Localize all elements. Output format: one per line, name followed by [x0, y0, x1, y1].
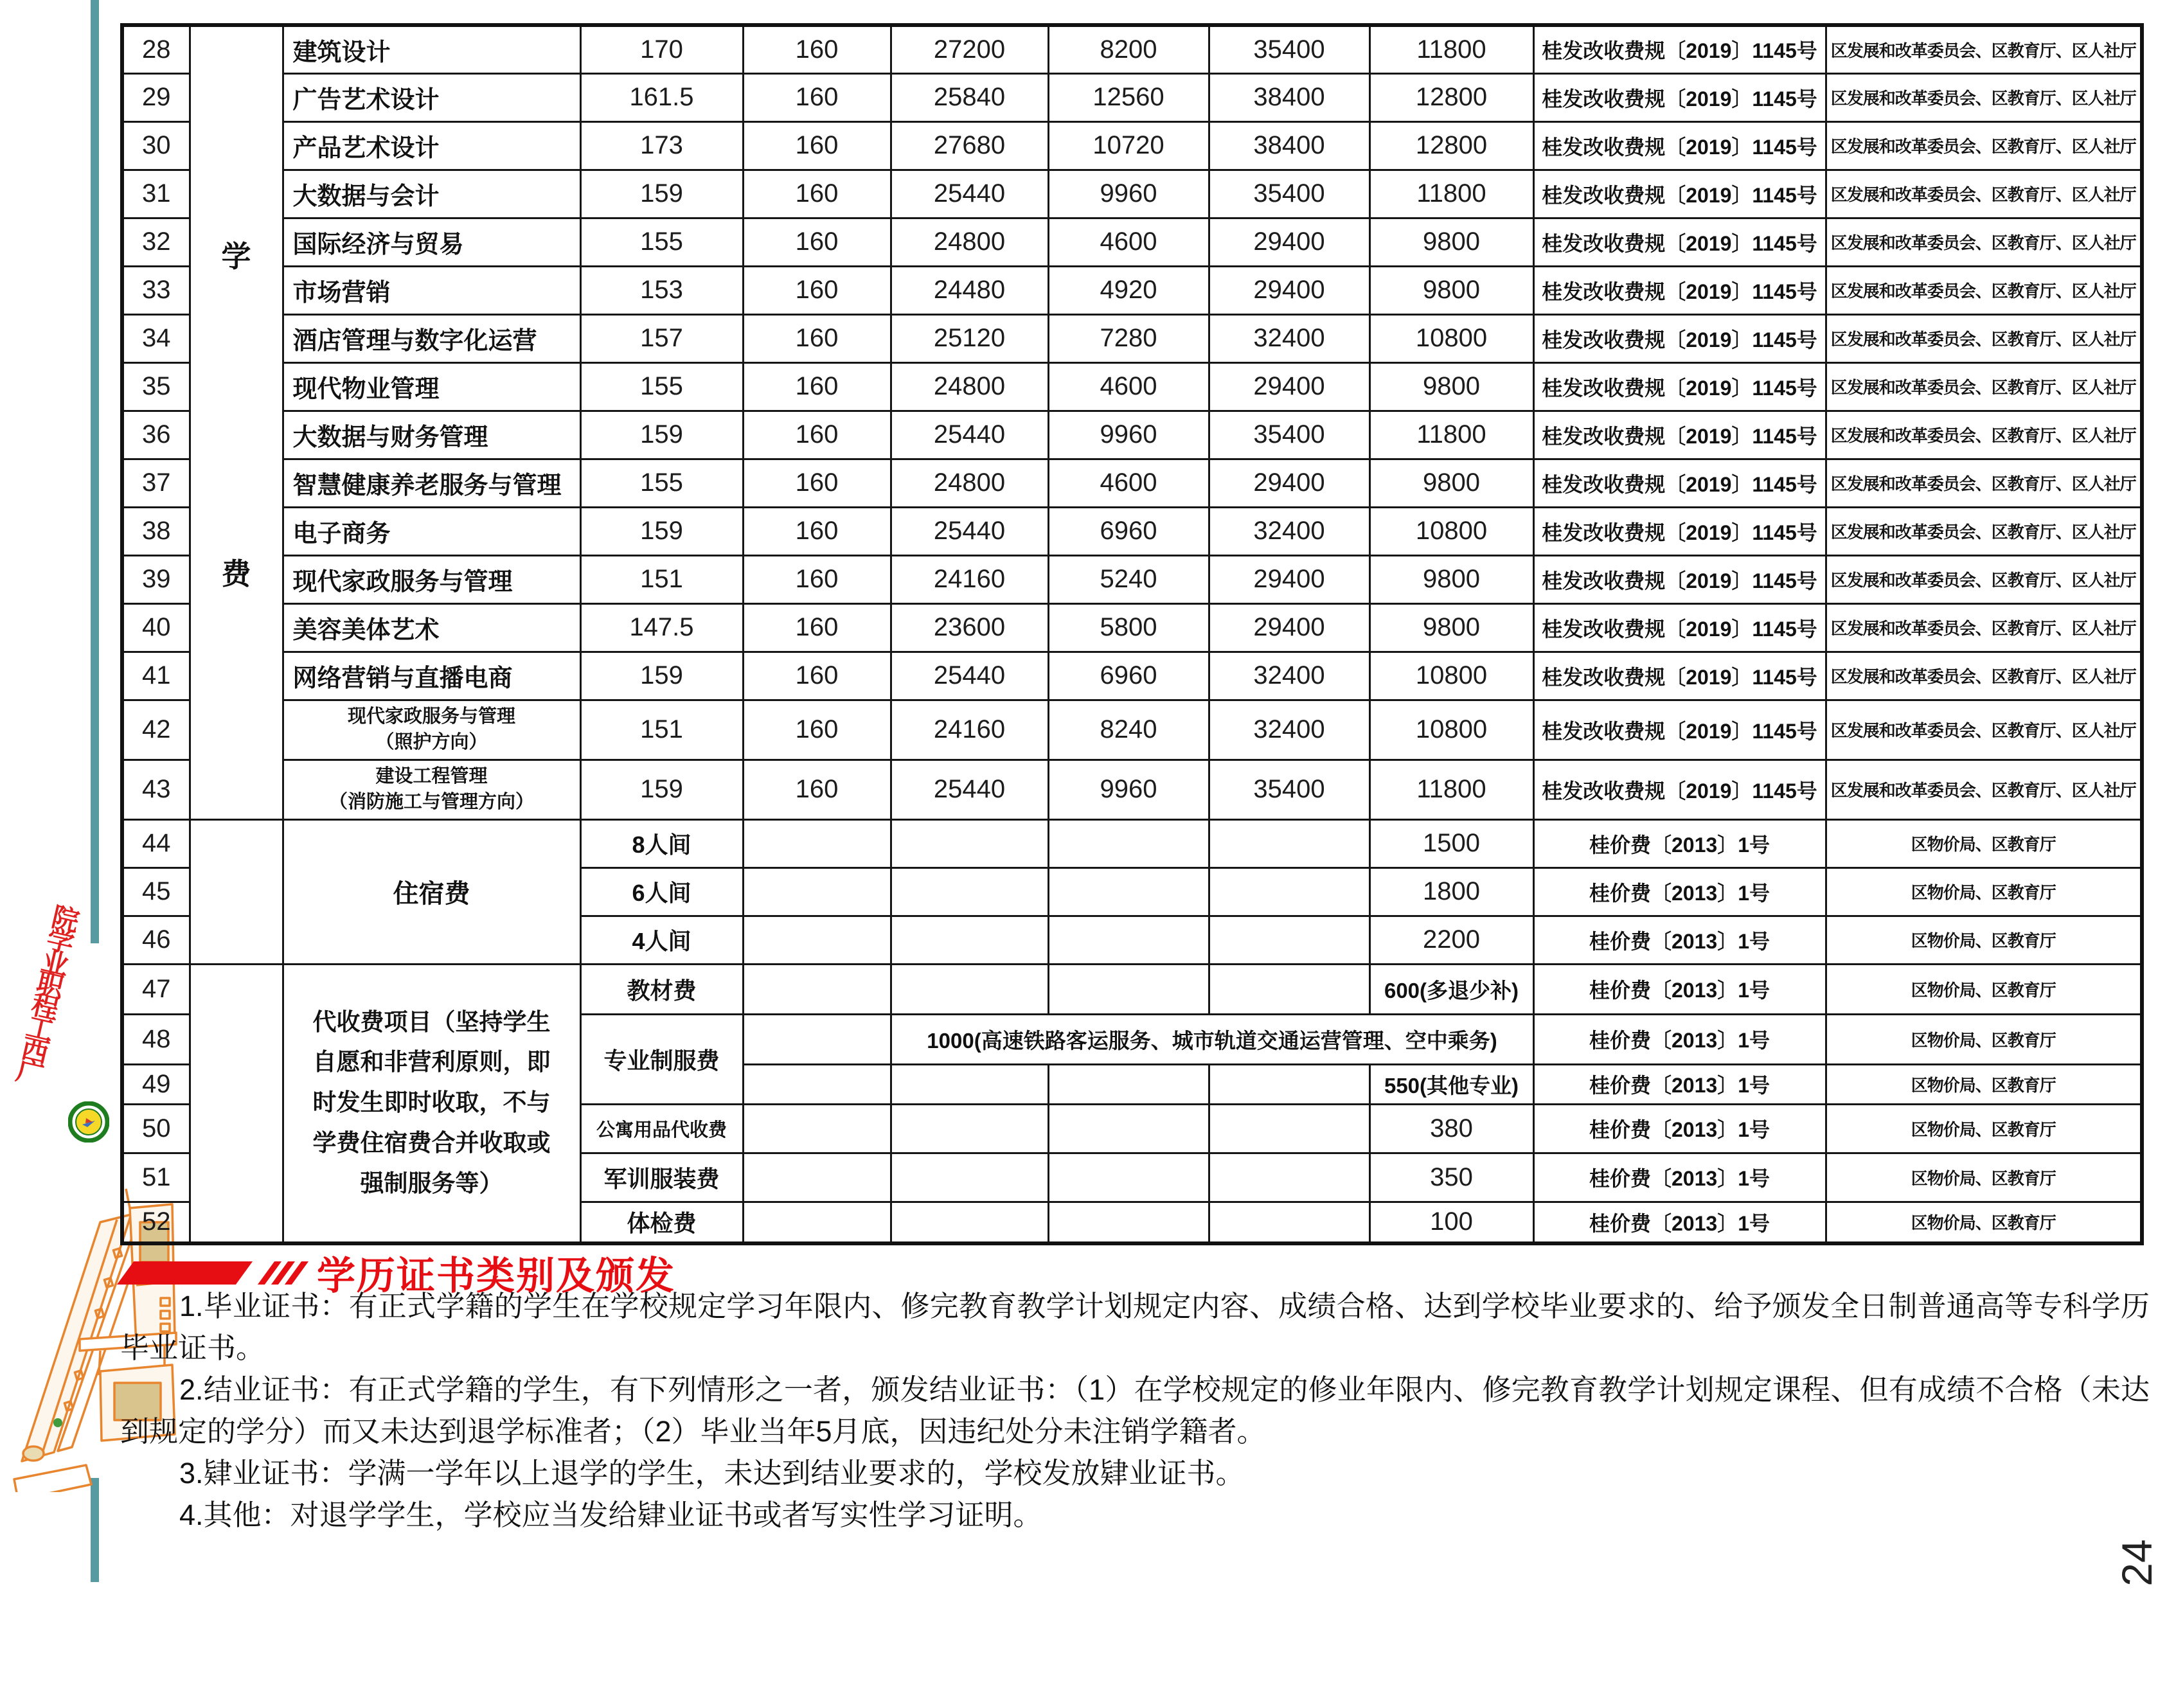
- empty-cell: [743, 1153, 891, 1202]
- doc-number-cell: 桂发改收费规〔2019〕1145号: [1533, 314, 1826, 362]
- fee-value-cell: 10800: [1369, 700, 1533, 760]
- approval-cell: 区物价局、区教育厅: [1826, 1014, 2142, 1064]
- fee-value-cell: 10800: [1369, 652, 1533, 700]
- empty-cell: [1048, 1104, 1209, 1153]
- doc-number-cell: 桂发改收费规〔2019〕1145号: [1533, 170, 1826, 218]
- fee-value-cell: 157: [580, 314, 743, 362]
- doc-number-cell: 桂价费〔2013〕1号: [1533, 867, 1826, 916]
- approval-cell: 区发展和改革委员会、区教育厅、区人社厅: [1826, 362, 2142, 411]
- empty-cell: [743, 819, 891, 867]
- program-cell: 美容美体艺术: [283, 603, 580, 652]
- empty-cell: [1048, 867, 1209, 916]
- fee-value-cell: 4920: [1048, 266, 1209, 314]
- fee-value-cell: 6960: [1048, 652, 1209, 700]
- fee-value-cell: 159: [580, 507, 743, 555]
- row-number-cell: 28: [122, 25, 190, 73]
- approval-cell: 区发展和改革委员会、区教育厅、区人社厅: [1826, 121, 2142, 170]
- fee-value-cell: 160: [743, 760, 891, 819]
- program-cell: 现代家政服务与管理: [283, 555, 580, 603]
- row-number-cell: 32: [122, 218, 190, 266]
- approval-cell: 区发展和改革委员会、区教育厅、区人社厅: [1826, 314, 2142, 362]
- empty-cell: [1048, 916, 1209, 964]
- fee-value-cell: 9800: [1369, 266, 1533, 314]
- section-title: 学历证书类别及颁发: [317, 1254, 675, 1297]
- fee-value-cell: 151: [580, 700, 743, 760]
- fee-value-cell: 4600: [1048, 362, 1209, 411]
- program-cell: 产品艺术设计: [283, 121, 580, 170]
- approval-cell: 区物价局、区教育厅: [1826, 1153, 2142, 1202]
- fee-value-cell: 159: [580, 411, 743, 459]
- approval-cell: 区物价局、区教育厅: [1826, 819, 2142, 867]
- tuition-label-char: 学: [221, 239, 251, 273]
- approval-cell: 区发展和改革委员会、区教育厅、区人社厅: [1826, 25, 2142, 73]
- empty-cell: [1048, 819, 1209, 867]
- fee-value-cell: 23600: [891, 603, 1048, 652]
- fee-value-cell: 9800: [1369, 218, 1533, 266]
- fee-value-cell: 25440: [891, 652, 1048, 700]
- page-number: 24: [2113, 1539, 2161, 1587]
- fee-value-cell: 24160: [891, 700, 1048, 760]
- row-number-cell: 49: [122, 1064, 190, 1104]
- fee-value-cell: 12560: [1048, 73, 1209, 121]
- fee-value-cell: 25840: [891, 73, 1048, 121]
- approval-cell: 区发展和改革委员会、区教育厅、区人社厅: [1826, 652, 2142, 700]
- row-number-cell: 48: [122, 1014, 190, 1064]
- doc-number-cell: 桂发改收费规〔2019〕1145号: [1533, 459, 1826, 507]
- fee-item-cell: 军训服装费: [580, 1153, 743, 1202]
- empty-cell: [1209, 867, 1369, 916]
- fee-value-cell: 100: [1369, 1202, 1533, 1243]
- approval-cell: 区物价局、区教育厅: [1826, 1202, 2142, 1243]
- fee-value-cell: 160: [743, 170, 891, 218]
- row-number-cell: 38: [122, 507, 190, 555]
- fee-value-cell: 24800: [891, 362, 1048, 411]
- empty-cell: [1209, 1064, 1369, 1104]
- fee-value-cell: 151: [580, 555, 743, 603]
- approval-cell: 区发展和改革委员会、区教育厅、区人社厅: [1826, 459, 2142, 507]
- fee-value-cell: 12800: [1369, 121, 1533, 170]
- doc-number-cell: 桂发改收费规〔2019〕1145号: [1533, 218, 1826, 266]
- room-type-cell: 8人间: [580, 819, 743, 867]
- fee-value-cell: 9960: [1048, 170, 1209, 218]
- program-cell: 大数据与财务管理: [283, 411, 580, 459]
- program-cell: 大数据与会计: [283, 170, 580, 218]
- fee-value-cell: 8240: [1048, 700, 1209, 760]
- fee-value-cell: 4600: [1048, 218, 1209, 266]
- approval-cell: 区发展和改革委员会、区教育厅、区人社厅: [1826, 603, 2142, 652]
- row-number-cell: 41: [122, 652, 190, 700]
- fee-value-cell: 600(多退少补): [1369, 964, 1533, 1014]
- approval-cell: 区物价局、区教育厅: [1826, 964, 2142, 1014]
- approval-cell: 区物价局、区教育厅: [1826, 867, 2142, 916]
- doc-number-cell: 桂发改收费规〔2019〕1145号: [1533, 25, 1826, 73]
- fee-value-cell: 32400: [1209, 700, 1369, 760]
- empty-cell: [743, 1014, 891, 1064]
- fee-item-cell: 教材费: [580, 964, 743, 1014]
- fee-value-cell: 155: [580, 362, 743, 411]
- empty-cell: [743, 1104, 891, 1153]
- fee-value-cell: 11800: [1369, 760, 1533, 819]
- doc-number-cell: 桂价费〔2013〕1号: [1533, 819, 1826, 867]
- certificate-paragraph: 4.其他：对退学学生，学校应当发给肄业证书或者写实性学习证明。: [179, 1499, 1042, 1531]
- fee-value-cell: 7280: [1048, 314, 1209, 362]
- row-number-cell: 45: [122, 867, 190, 916]
- fee-value-cell: 9800: [1369, 555, 1533, 603]
- approval-cell: 区发展和改革委员会、区教育厅、区人社厅: [1826, 218, 2142, 266]
- sidebar-accent-line-top: [91, 0, 99, 943]
- approval-cell: 区发展和改革委员会、区教育厅、区人社厅: [1826, 760, 2142, 819]
- fee-item-cell: 公寓用品代收费: [580, 1104, 743, 1153]
- fee-value-cell: 160: [743, 314, 891, 362]
- program-cell: [283, 700, 580, 760]
- fee-value-cell: 2200: [1369, 916, 1533, 964]
- fee-value-cell: 160: [743, 507, 891, 555]
- school-name-vertical: 院学业职程工西广: [12, 901, 82, 1084]
- fee-value-cell: 27200: [891, 25, 1048, 73]
- empty-cell: [891, 819, 1048, 867]
- row-number-cell: 34: [122, 314, 190, 362]
- empty-cell: [1209, 1153, 1369, 1202]
- approval-cell: 区发展和改革委员会、区教育厅、区人社厅: [1826, 507, 2142, 555]
- fee-value-cell: 25440: [891, 507, 1048, 555]
- empty-cell: [1048, 964, 1209, 1014]
- row-number-cell: 44: [122, 819, 190, 867]
- program-direction: （消防施工与管理方向）: [328, 791, 534, 812]
- fee-value-cell: 29400: [1209, 266, 1369, 314]
- fee-value-cell: 160: [743, 362, 891, 411]
- fee-value-cell: 38400: [1209, 73, 1369, 121]
- empty-cell: [891, 1104, 1048, 1153]
- empty-cell: [891, 1064, 1048, 1104]
- doc-number-cell: 桂发改收费规〔2019〕1145号: [1533, 411, 1826, 459]
- fee-value-cell: 380: [1369, 1104, 1533, 1153]
- empty-cell: [891, 1153, 1048, 1202]
- approval-cell: 区发展和改革委员会、区教育厅、区人社厅: [1826, 700, 2142, 760]
- fee-value-cell: 9800: [1369, 603, 1533, 652]
- fee-value-cell: 35400: [1209, 25, 1369, 73]
- empty-cell: [743, 1202, 891, 1243]
- fee-value-cell: 9800: [1369, 362, 1533, 411]
- approval-cell: 区物价局、区教育厅: [1826, 916, 2142, 964]
- fee-value-cell: 27680: [891, 121, 1048, 170]
- row-number-cell: 42: [122, 700, 190, 760]
- doc-number-cell: 桂发改收费规〔2019〕1145号: [1533, 603, 1826, 652]
- fee-value-cell: 32400: [1209, 507, 1369, 555]
- fee-item-cell: 专业制服费: [580, 1014, 743, 1104]
- empty-cell: [743, 964, 891, 1014]
- empty-cell: [743, 916, 891, 964]
- fee-value-cell: 35400: [1209, 760, 1369, 819]
- sidebar-accent-line-bottom: [91, 1478, 99, 1582]
- fee-value-cell: 1800: [1369, 867, 1533, 916]
- fee-value-cell: 8200: [1048, 25, 1209, 73]
- fee-value-cell: 160: [743, 459, 891, 507]
- approval-cell: 区物价局、区教育厅: [1826, 1064, 2142, 1104]
- row-number-cell: 51: [122, 1153, 190, 1202]
- doc-number-cell: 桂发改收费规〔2019〕1145号: [1533, 362, 1826, 411]
- doc-number-cell: 桂发改收费规〔2019〕1145号: [1533, 700, 1826, 760]
- empty-cell: [190, 819, 283, 964]
- fee-value-cell: 170: [580, 25, 743, 73]
- fee-value-cell: 35400: [1209, 170, 1369, 218]
- fee-value-cell: 153: [580, 266, 743, 314]
- doc-number-cell: 桂价费〔2013〕1号: [1533, 1064, 1826, 1104]
- fee-value-cell: 161.5: [580, 73, 743, 121]
- row-number-cell: 39: [122, 555, 190, 603]
- certificate-paragraph: 2.结业证书：有正式学籍的学生，有下列情形之一者，颁发结业证书：（1）在学校规定的修业年限内、修完教育教学计划规定课程、但有成绩不合格（未达到规定的学分）而又未达到退学标准者；（2）毕业当年5月底，因违纪处分未注销学籍者。: [120, 1373, 2150, 1448]
- fee-value-cell: 160: [743, 218, 891, 266]
- fee-value-cell: 160: [743, 700, 891, 760]
- row-number-cell: 40: [122, 603, 190, 652]
- approval-cell: 区发展和改革委员会、区教育厅、区人社厅: [1826, 411, 2142, 459]
- row-number-cell: 47: [122, 964, 190, 1014]
- certificate-section-body: [120, 1285, 2150, 1536]
- accommodation-label-cell: 住宿费: [283, 819, 580, 964]
- fee-value-cell: 11800: [1369, 411, 1533, 459]
- tuition-label-char: 费: [221, 556, 251, 591]
- row-number-cell: 46: [122, 916, 190, 964]
- row-number-cell: 36: [122, 411, 190, 459]
- program-name: 建设工程管理: [375, 766, 488, 787]
- doc-number-cell: 桂发改收费规〔2019〕1145号: [1533, 73, 1826, 121]
- fee-value-cell: 10800: [1369, 314, 1533, 362]
- row-number-cell: 37: [122, 459, 190, 507]
- program-cell: [283, 760, 580, 819]
- room-type-cell: 6人间: [580, 867, 743, 916]
- empty-cell: [1048, 1064, 1209, 1104]
- empty-cell: [1048, 1202, 1209, 1243]
- fee-value-cell: 160: [743, 73, 891, 121]
- fee-value-cell: 32400: [1209, 652, 1369, 700]
- doc-number-cell: 桂发改收费规〔2019〕1145号: [1533, 266, 1826, 314]
- row-number-cell: 29: [122, 73, 190, 121]
- program-cell: 现代物业管理: [283, 362, 580, 411]
- program-cell: 智慧健康养老服务与管理: [283, 459, 580, 507]
- program-name: 现代家政服务与管理: [347, 706, 515, 727]
- fee-value-cell: 159: [580, 760, 743, 819]
- fee-value-cell: 25120: [891, 314, 1048, 362]
- fee-item-cell: 体检费: [580, 1202, 743, 1243]
- fee-value-cell: 10720: [1048, 121, 1209, 170]
- empty-cell: [743, 1064, 891, 1104]
- fee-value-cell: 32400: [1209, 314, 1369, 362]
- empty-cell: [891, 867, 1048, 916]
- certificate-paragraph: 3.肄业证书：学满一学年以上退学的学生，未达到结业要求的，学校发放肄业证书。: [179, 1457, 1245, 1490]
- fee-value-cell: 11800: [1369, 25, 1533, 73]
- program-cell: 建筑设计: [283, 25, 580, 73]
- fee-value-cell: 25440: [891, 411, 1048, 459]
- fee-value-cell: 160: [743, 555, 891, 603]
- empty-cell: [1209, 1104, 1369, 1153]
- certificate-paragraph: 1.毕业证书：有正式学籍的学生在学校规定学习年限内、修完教育教学计划规定内容、成绩合格、达到学校毕业要求的、给予颁发全日制普通高等专科学历毕业证书。: [120, 1290, 2150, 1364]
- fee-value-cell: 1500: [1369, 819, 1533, 867]
- empty-cell: [1209, 916, 1369, 964]
- fee-value-cell: 29400: [1209, 362, 1369, 411]
- fee-value-cell: 147.5: [580, 603, 743, 652]
- doc-number-cell: 桂价费〔2013〕1号: [1533, 916, 1826, 964]
- row-number-cell: 50: [122, 1104, 190, 1153]
- fee-value-cell: 5800: [1048, 603, 1209, 652]
- row-number-cell: 52: [122, 1202, 190, 1243]
- fee-value-cell: 1000(高速铁路客运服务、城市轨道交通运营管理、空中乘务): [891, 1014, 1533, 1064]
- fee-value-cell: 9960: [1048, 411, 1209, 459]
- fee-value-cell: 29400: [1209, 218, 1369, 266]
- program-cell: 广告艺术设计: [283, 73, 580, 121]
- fee-value-cell: 35400: [1209, 411, 1369, 459]
- fee-value-cell: 160: [743, 266, 891, 314]
- approval-cell: 区物价局、区教育厅: [1826, 1104, 2142, 1153]
- fee-value-cell: 4600: [1048, 459, 1209, 507]
- fee-value-cell: 24800: [891, 218, 1048, 266]
- agency-label-cell: 代收费项目（坚持学生自愿和非营利原则，即时发生即时收取，不与学费住宿费合并收取或强制服务等）: [283, 964, 580, 1243]
- fee-table-body: [122, 25, 2142, 1243]
- empty-cell: [1209, 1202, 1369, 1243]
- program-cell: 酒店管理与数字化运营: [283, 314, 580, 362]
- row-number-cell: 33: [122, 266, 190, 314]
- fee-table: [120, 23, 2144, 1245]
- fee-value-cell: 155: [580, 459, 743, 507]
- doc-number-cell: 桂发改收费规〔2019〕1145号: [1533, 760, 1826, 819]
- empty-cell: [743, 867, 891, 916]
- empty-cell: [891, 964, 1048, 1014]
- doc-number-cell: 桂发改收费规〔2019〕1145号: [1533, 121, 1826, 170]
- doc-number-cell: 桂发改收费规〔2019〕1145号: [1533, 507, 1826, 555]
- doc-number-cell: 桂价费〔2013〕1号: [1533, 1153, 1826, 1202]
- tuition-label-cell: [190, 25, 283, 819]
- fee-value-cell: 12800: [1369, 73, 1533, 121]
- room-type-cell: 4人间: [580, 916, 743, 964]
- program-direction: （照护方向）: [375, 731, 488, 752]
- row-number-cell: 30: [122, 121, 190, 170]
- fee-value-cell: 24800: [891, 459, 1048, 507]
- doc-number-cell: 桂发改收费规〔2019〕1145号: [1533, 555, 1826, 603]
- doc-number-cell: 桂价费〔2013〕1号: [1533, 1202, 1826, 1243]
- fee-value-cell: 29400: [1209, 459, 1369, 507]
- program-cell: 网络营销与直播电商: [283, 652, 580, 700]
- fee-value-cell: 159: [580, 652, 743, 700]
- program-cell: 国际经济与贸易: [283, 218, 580, 266]
- program-cell: 市场营销: [283, 266, 580, 314]
- fee-value-cell: 160: [743, 652, 891, 700]
- row-number-cell: 43: [122, 760, 190, 819]
- fee-value-cell: 24480: [891, 266, 1048, 314]
- fee-value-cell: 11800: [1369, 170, 1533, 218]
- fee-value-cell: 9800: [1369, 459, 1533, 507]
- empty-cell: [1209, 964, 1369, 1014]
- fee-value-cell: 550(其他专业): [1369, 1064, 1533, 1104]
- fee-value-cell: 9960: [1048, 760, 1209, 819]
- fee-value-cell: 24160: [891, 555, 1048, 603]
- empty-cell: [1048, 1153, 1209, 1202]
- fee-value-cell: 160: [743, 121, 891, 170]
- fee-value-cell: 159: [580, 170, 743, 218]
- fee-value-cell: 29400: [1209, 603, 1369, 652]
- row-number-cell: 35: [122, 362, 190, 411]
- fee-value-cell: 29400: [1209, 555, 1369, 603]
- fee-value-cell: 160: [743, 603, 891, 652]
- fee-value-cell: 5240: [1048, 555, 1209, 603]
- fee-value-cell: 6960: [1048, 507, 1209, 555]
- empty-cell: [891, 1202, 1048, 1243]
- doc-number-cell: 桂发改收费规〔2019〕1145号: [1533, 652, 1826, 700]
- empty-cell: [190, 964, 283, 1243]
- fee-value-cell: 155: [580, 218, 743, 266]
- doc-number-cell: 桂价费〔2013〕1号: [1533, 964, 1826, 1014]
- approval-cell: 区发展和改革委员会、区教育厅、区人社厅: [1826, 170, 2142, 218]
- fee-value-cell: 38400: [1209, 121, 1369, 170]
- doc-number-cell: 桂价费〔2013〕1号: [1533, 1104, 1826, 1153]
- approval-cell: 区发展和改革委员会、区教育厅、区人社厅: [1826, 555, 2142, 603]
- empty-cell: [1209, 819, 1369, 867]
- fee-value-cell: 25440: [891, 170, 1048, 218]
- doc-number-cell: 桂价费〔2013〕1号: [1533, 1014, 1826, 1064]
- fee-value-cell: 10800: [1369, 507, 1533, 555]
- fee-value-cell: 160: [743, 411, 891, 459]
- program-cell: 电子商务: [283, 507, 580, 555]
- empty-cell: [891, 916, 1048, 964]
- fee-value-cell: 350: [1369, 1153, 1533, 1202]
- fee-value-cell: 173: [580, 121, 743, 170]
- fee-value-cell: 160: [743, 25, 891, 73]
- approval-cell: 区发展和改革委员会、区教育厅、区人社厅: [1826, 73, 2142, 121]
- fee-value-cell: 25440: [891, 760, 1048, 819]
- approval-cell: 区发展和改革委员会、区教育厅、区人社厅: [1826, 266, 2142, 314]
- row-number-cell: 31: [122, 170, 190, 218]
- red-swoosh-shape: [117, 1261, 253, 1285]
